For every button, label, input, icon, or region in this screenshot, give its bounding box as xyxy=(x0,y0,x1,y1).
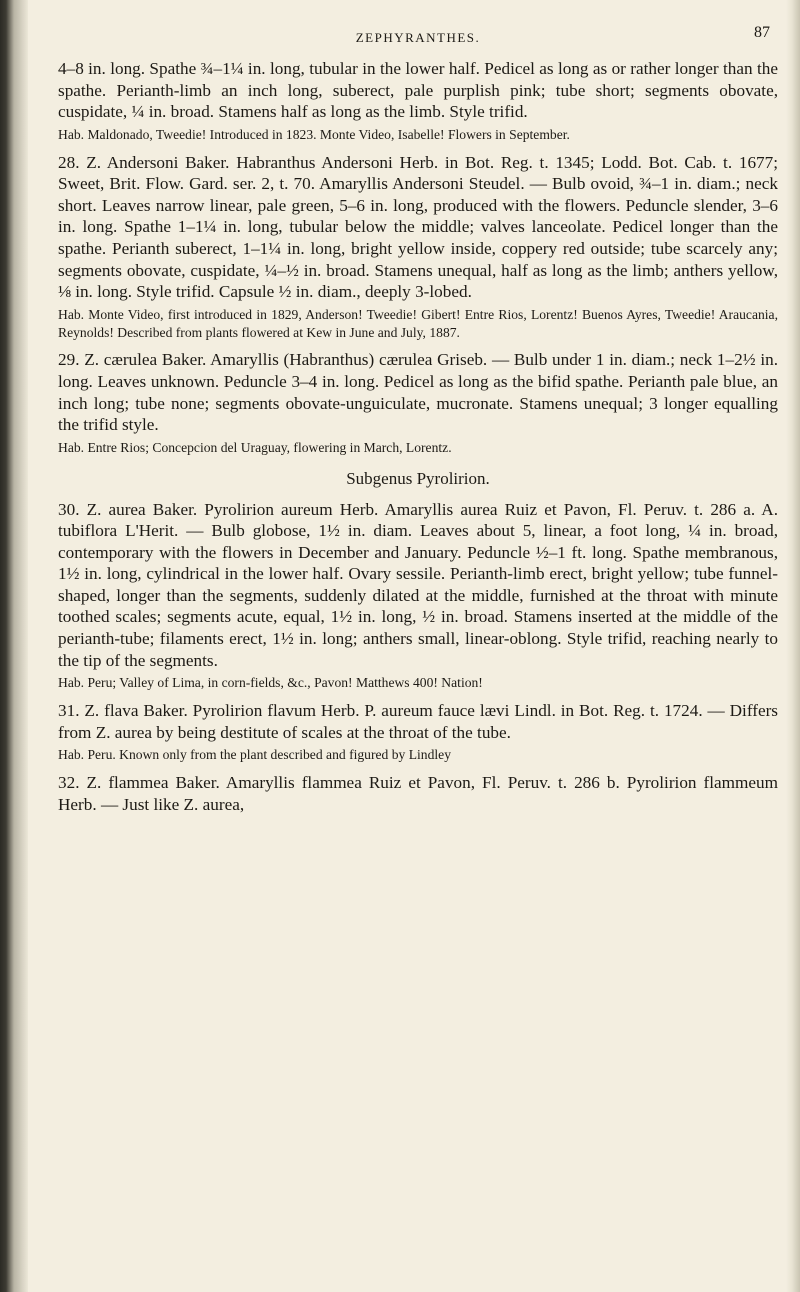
paragraph-species-30: 30. Z. aurea Baker. Pyrolirion aureum Herb. Amaryllis aurea Ruiz et Pavon, Fl. Peruv. t. 286 a. A. tubiflora L'Herit. — Bulb globose, 1½ in. diam. Leaves about 5, linear, a foot long, ¼ in. broad, contemporary with the flowers in December and January. Peduncle ½–1 ft. long. Spathe membranous, 1½ in. long, cylindrical in the lower half. Ovary sessile. Perianth-limb erect, bright yellow; tube funnel-shaped, longer than the segments, suddenly dilated at the middle, furnished at the throat with minute toothed scales; segments acute, equal, 1½ in. long, ½ in. broad. Stamens inserted at the middle of the perianth-tube; filaments erect, 1½ in. long; anthers small, linear-oblong. Style trifid, reaching nearly to the tip of the segments. xyxy=(58,499,778,670)
subgenus-heading: Subgenus Pyrolirion. xyxy=(346,468,490,488)
page-number: 87 xyxy=(754,24,770,41)
paragraph-species-28: 28. Z. Andersoni Baker. Habranthus Andersoni Herb. in Bot. Reg. t. 1345; Lodd. Bot. Cab. t. 1677; Sweet, Brit. Flow. Gard. ser. 2, t. 70. Amaryllis Andersoni Steudel. — Bulb ovoid, ¾–1 in. diam.; neck short. Leaves narrow linear, pale green, 5–6 in. long, produced with the flowers. Peduncle slender, 3–6 in. long. Spathe 1–1¼ in. long, tubular below the middle; valves lanceolate. Pedicel longer than the spathe. Perianth suberect, 1–1¼ in. long, bright yellow inside, coppery red outside; tube scarcely any; segments obovate, cuspidate, ¼–½ in. broad. Stamens unequal, half as long as the limb; anthers yellow, ⅛ in. long. Style trifid. Capsule ½ in. diam., deeply 3-lobed. xyxy=(58,152,778,302)
paragraph-species-32: 32. Z. flammea Baker. Amaryllis flammea Ruiz et Pavon, Fl. Peruv. t. 286 b. Pyrolirion flammeum Herb. — Just like Z. aurea, xyxy=(58,773,778,814)
paragraph-species-27-continued: 4–8 in. long. Spathe ¾–1¼ in. long, tubular in the lower half. Pedicel as long as or rather longer than the spathe. Perianth-limb an inch long, suberect, pale purplish pink; tube short; segments obovate, cuspidate, ¼ in. broad. Stamens half as long as the limb. Style trifid. xyxy=(58,59,778,122)
paragraph-species-29: 29. Z. cærulea Baker. Amaryllis (Habranthus) cærulea Griseb. — Bulb under 1 in. diam.; neck 1–2½ in. long. Leaves unknown. Peduncle 3–4 in. long. Pedicel as long as the bifid spathe. Perianth pale blue, an inch long; tube none; segments obovate-unguiculate, mucronate. Stamens unequal; 3 longer equalling the trifid style. xyxy=(58,350,778,435)
running-head: ZEPHYRANTHES. xyxy=(355,30,481,45)
habitat-note-30: Hab. Peru; Valley of Lima, in corn-fields, &c., Pavon! Matthews 400! Nation! xyxy=(58,675,483,691)
habitat-note-28: Hab. Monte Video, first introduced in 1829, Anderson! Tweedie! Gibert! Entre Rios, Lorentz! Buenos Ayres, Tweedie! Araucania, Reynolds! Described from plants flowered at Kew in June and July, 1887. xyxy=(58,306,778,340)
paragraph-species-31: 31. Z. flava Baker. Pyrolirion flavum Herb. P. aureum fauce lævi Lindl. in Bot. Reg. t. 1724. — Differs from Z. aurea by being destitute of scales at the throat of the tube. xyxy=(58,701,778,742)
book-spine-shadow xyxy=(0,0,28,1292)
book-page xyxy=(58,18,778,818)
page-edge xyxy=(786,0,800,1292)
habitat-note-27: Hab. Maldonado, Tweedie! Introduced in 1823. Monte Video, Isabelle! Flowers in September. xyxy=(58,126,570,142)
habitat-note-31: Hab. Peru. Known only from the plant described and figured by Lindley xyxy=(58,747,451,763)
habitat-note-29: Hab. Entre Rios; Concepcion del Uraguay, flowering in March, Lorentz. xyxy=(58,439,452,455)
page-header xyxy=(58,18,778,58)
